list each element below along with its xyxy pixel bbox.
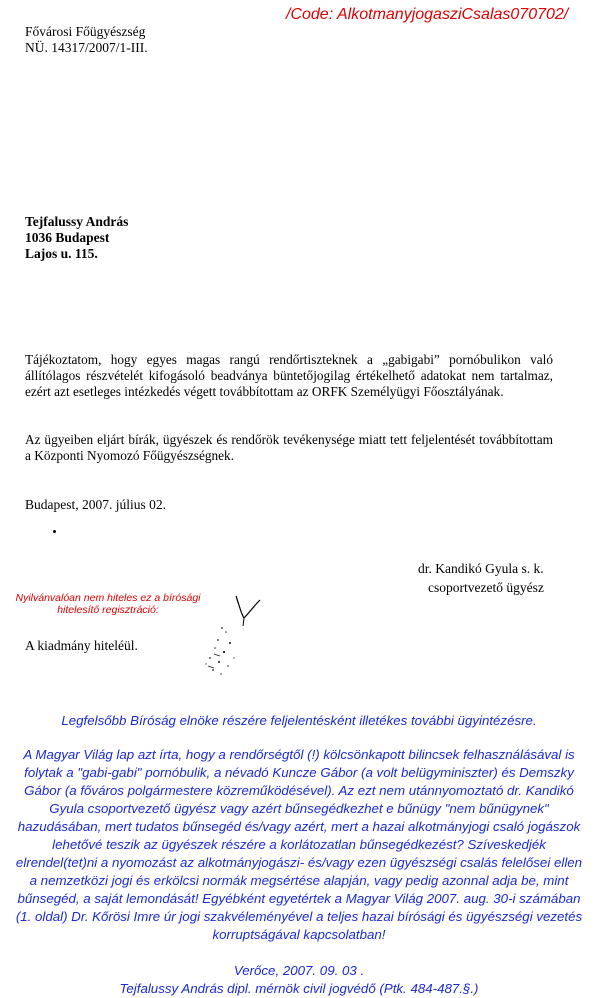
office-name: Fővárosi Főügyészség [25,24,146,39]
faded-stamp-signature [188,588,278,683]
addressee-street: Lajos u. 115. [25,246,98,261]
addressee-city: 1036 Budapest [25,230,110,245]
signer-title: csoportvezető ügyész [428,580,544,595]
date-place: Budapest, 2007. július 02. [25,497,166,512]
blue-annotation [12,712,586,998]
annotation-author: Tejfalussy András dipl. mérnök civil jogvédő (Ptk. 484-487.§.) [119,981,479,996]
red-annotation-note: Nyilvánvalóan nem hiteles ez a bírósági hitelesítő regisztráció: [15,592,201,616]
signer-name: dr. Kandikó Gyula s. k. [418,561,544,576]
document-code: /Code: AlkotmanyjogasziCsalas070702/ [286,6,569,23]
addressee-block [25,214,128,262]
addressee-name: Tejfalussy András [25,214,129,229]
body-paragraph-2: Az ügyeiben eljárt bírák, ügyészek és rendőrök tevékenysége miatt tett feljelentését továbbítottam a Központi Nyomozó Főügyészségnek. [25,432,553,463]
ink-dot [53,530,56,533]
body-paragraph-1: Tájékoztatom, hogy egyes magas rangú rendőrtiszteknek a „gabigabi” pornóbulikon való állítólagos részvételét kifogásoló beadványa büntetőjogilag értékelhető adatokat nem tartalmaz, ezért azt esetleges intézkedés végett továbbítottam az ORFK Személyügyi Főosztályának. [25,352,553,399]
annotation-heading: Legfelsőbb Bíróság elnöke részére feljelentésként illetékes további ügyintézésre. [61,713,537,728]
case-number: NÜ. 14317/2007/1-III. [25,40,148,55]
signature-block [418,559,544,597]
annotation-place-date: Verőce, 2007. 09. 03 . [233,963,365,978]
sender-office [25,24,148,56]
annotation-body: A Magyar Világ lap azt írta, hogy a rendőrségtől (!) kölcsönkapott bilincsek felhasználásával is folytak a "gabi-gabi" pornóbulik, a névadó Kuncze Gábor (a volt belügyminiszter) és Demszky Gábor (a főváros polgármestere közreműködésével). Az ezt nem utánnyomoztató dr. Kandikó Gyula csoportvezető ügyész vagy azért bűnsegédkezhet e bűnügy "nem bűnügynek" hazudásában, mert tudatos bűnsegéd és/vagy azért, mert a hazai alkotmányjogi csaló jogászok lehetővé teszik az ügyészek részére a korlátozatlan bűnsegédkezést? Szíveskedjék elrendel(tet)ni a nyomozást az alkotmányjogászi- és/vagy ezen ügyészségi csalás felelősei ellen a nemzetközi jogi és erkölcsi normák megsértése alapján, vagy pedig azonnal adja be, mint bűnsegéd, a saját lemondását! Egyébként egyetértek a Magyar Világ 2007. aug. 30-i számában (1. oldal) Dr. Kőrösi Imre úr jogi szakvéleményével a teljes hazai bírósági és ügyészségi vezetés korruptságával kapcsolatban! [15,747,583,942]
authentication-line: A kiadmány hiteléül. [25,638,138,653]
